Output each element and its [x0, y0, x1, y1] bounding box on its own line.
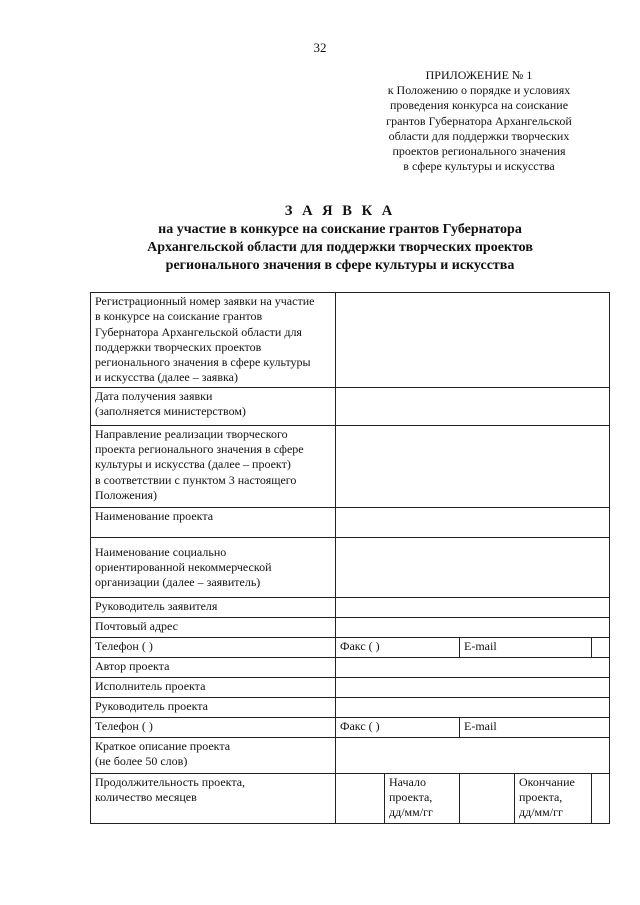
table-row	[91, 677, 610, 697]
table-row	[91, 697, 610, 717]
executor-value-cell[interactable]	[336, 677, 610, 697]
duration-value-cell[interactable]	[336, 773, 385, 823]
title-line: на участие в конкурсе на соискание грантов Губернатора	[158, 222, 522, 237]
appendix-line: грантов Губернатора Архангельской	[386, 113, 572, 128]
project-end-value-cell[interactable]	[592, 773, 610, 823]
summary-value-cell[interactable]	[336, 737, 610, 773]
table-row	[91, 537, 610, 597]
appendix-line: в сфере культуры и искусства	[403, 159, 555, 174]
direction-value-cell[interactable]	[336, 425, 610, 507]
row-label-registration-number: Регистрационный номер заявки на участие в конкурсе на соискание грантов Губернатора Архангельской области для поддержки творческих проектов регионального значения в сфере культуры и искусства (далее – заявка)	[91, 293, 336, 388]
document-title	[0, 202, 640, 275]
table-row	[91, 737, 610, 773]
date-received-value-cell[interactable]	[336, 387, 610, 425]
project-start-label: Начало проекта, дд/мм/гг	[385, 773, 460, 823]
project-start-value-cell[interactable]	[460, 773, 515, 823]
project-head-value-cell[interactable]	[336, 697, 610, 717]
appendix-line: области для поддержки творческих	[388, 128, 570, 143]
row-label-project-name: Наименование проекта	[91, 507, 336, 537]
fax-field[interactable]: Факс ( )	[336, 637, 460, 657]
phone-field[interactable]: Телефон ( )	[91, 717, 336, 737]
row-label-applicant-head: Руководитель заявителя	[91, 597, 336, 617]
table-row	[91, 507, 610, 537]
appendix-line: ПРИЛОЖЕНИЕ № 1	[425, 68, 533, 82]
table-row	[91, 387, 610, 425]
email-field[interactable]: E-mail	[460, 717, 610, 737]
table-row	[91, 425, 610, 507]
appendix-line: проектов регионального значения	[392, 144, 566, 159]
row-label-date-received: Дата получения заявки (заполняется министерством)	[91, 387, 336, 425]
author-value-cell[interactable]	[336, 657, 610, 677]
title-heading: З А Я В К А	[284, 203, 396, 219]
table-row	[91, 597, 610, 617]
organization-name-value-cell[interactable]	[336, 537, 610, 597]
table-row	[91, 293, 610, 388]
table-row	[91, 717, 610, 737]
project-end-label: Окончание проекта, дд/мм/гг	[515, 773, 592, 823]
row-label-executor: Исполнитель проекта	[91, 677, 336, 697]
title-line: Архангельской области для поддержки творческих проектов	[147, 240, 533, 255]
table-row	[91, 773, 610, 823]
applicant-head-value-cell[interactable]	[336, 597, 610, 617]
email-field[interactable]: E-mail	[460, 637, 592, 657]
appendix-header	[366, 68, 592, 174]
title-line: регионального значения в сфере культуры и искусства	[165, 258, 515, 273]
row-label-summary: Краткое описание проекта (не более 50 слов)	[91, 737, 336, 773]
postal-address-value-cell[interactable]	[336, 617, 610, 637]
table-row	[91, 637, 610, 657]
registration-number-value-cell[interactable]	[336, 293, 610, 388]
table-row	[91, 657, 610, 677]
project-name-value-cell[interactable]	[336, 507, 610, 537]
fax-field[interactable]: Факс ( )	[336, 717, 460, 737]
appendix-line: к Положению о порядке и условиях	[387, 83, 571, 98]
row-label-duration: Продолжительность проекта, количество месяцев	[91, 773, 336, 823]
row-label-project-head: Руководитель проекта	[91, 697, 336, 717]
row-label-author: Автор проекта	[91, 657, 336, 677]
row-label-direction: Направление реализации творческого проекта регионального значения в сфере культуры и искусства (далее – проект) в соответствии с пунктом 3 настоящего Положения)	[91, 425, 336, 507]
application-form-table	[90, 292, 610, 824]
table-row	[91, 617, 610, 637]
phone-field[interactable]: Телефон ( )	[91, 637, 336, 657]
page-number: 32	[313, 40, 327, 55]
empty-cell	[592, 637, 610, 657]
row-label-organization-name: Наименование социально ориентированной некоммерческой организации (далее – заявитель)	[91, 537, 336, 597]
appendix-line: проведения конкурса на соискание	[389, 98, 569, 113]
row-label-postal-address: Почтовый адрес	[91, 617, 336, 637]
